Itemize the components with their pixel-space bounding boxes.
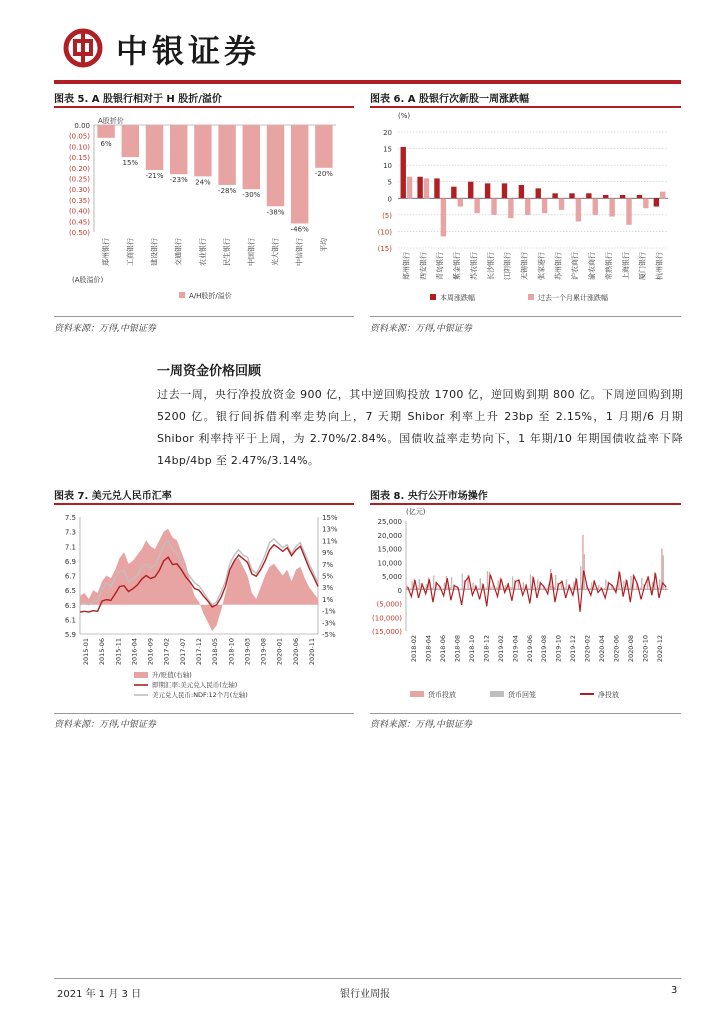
bar-data-label: -23%	[169, 176, 188, 185]
y-tick-label: (0.10)	[68, 143, 90, 152]
bar-drain	[480, 578, 481, 590]
bar-drain	[469, 588, 470, 590]
bar-inject	[528, 588, 529, 590]
bar-monthly	[491, 198, 496, 215]
x-tick-label: 郑州银行	[102, 238, 111, 266]
x-tick-label: 中国银行	[247, 238, 256, 266]
bar-weekly	[569, 193, 574, 198]
y-tick-label: 0.00	[74, 122, 90, 130]
y-tick-label: (0.05)	[68, 132, 90, 141]
series-change-area	[80, 529, 318, 631]
bar-monthly	[441, 198, 446, 236]
bar-weekly	[485, 183, 490, 198]
bar-drain	[437, 588, 438, 589]
bar-monthly	[525, 198, 530, 215]
x-tick-label: 2019-04	[511, 635, 520, 663]
bar-inject	[510, 587, 511, 589]
bar-weekly	[552, 193, 557, 198]
page-header	[0, 0, 724, 84]
y-left-tick-label: 7.3	[64, 528, 76, 537]
footer-rule	[54, 978, 681, 979]
bar-monthly	[643, 198, 648, 208]
bar	[243, 125, 260, 189]
bar-monthly	[458, 198, 463, 206]
x-tick-label: 2019-06	[525, 635, 534, 663]
fig6-chart	[370, 110, 681, 310]
bar-drain	[454, 588, 455, 589]
x-tick-label: 2020-08	[627, 635, 636, 663]
x-tick-label: 杭州银行	[655, 252, 664, 280]
fig6-title-rule	[370, 106, 681, 108]
section-paragraph: 过去一周，央行净投放资金 900 亿，其中逆回购投放 1700 亿，逆回购到期 800 亿。下周逆回购到期 5200 亿。银行间拆借利率走势向上，7 天期 Shibor 利率上升 23bp 至 2.15%，1 月期/6 月期 Shibor 利率持平于上周，为 2.70%/2.84%。国债收益率走势向下，1 年期/10 年期国债收益率下降 14bp/4bp 至 2.47%/3.14%。	[157, 388, 683, 467]
bar-data-label: -38%	[266, 208, 285, 217]
y-right-tick-label: 9%	[322, 549, 334, 558]
y-tick-label: (0.15)	[68, 154, 90, 163]
section-title: 一周资金价格回顾	[157, 364, 262, 379]
bar	[97, 125, 114, 138]
bar-drain	[655, 588, 656, 589]
bar-drain	[594, 588, 595, 589]
bar-drain	[541, 588, 542, 589]
bar-weekly	[620, 195, 625, 198]
y-left-tick-label: 6.1	[64, 616, 76, 625]
bar-inject	[589, 588, 590, 590]
y-tick-label: 20	[383, 129, 392, 137]
bar	[146, 125, 163, 170]
y-tick-label: 15,000	[377, 545, 402, 554]
x-tick-label: 渝农商行	[588, 252, 597, 280]
x-tick-label: 上海银行	[621, 252, 630, 280]
bar-inject	[564, 588, 565, 590]
fig7-title-rule	[54, 503, 354, 505]
fig8-title: 图表 8. 央行公开市场操作	[370, 491, 488, 502]
y-left-tick-label: 5.9	[64, 631, 76, 639]
x-tick-label: 2017-02	[162, 638, 171, 666]
bar-inject	[640, 588, 641, 590]
y-tick-label: (0.45)	[68, 218, 90, 227]
x-tick-label: 2020-10	[641, 635, 650, 663]
bar-monthly	[559, 198, 564, 210]
x-tick-label: 交通银行	[174, 238, 183, 266]
bar-monthly	[508, 198, 513, 218]
fig6-source: 资料来源：万得,中银证券	[370, 324, 472, 334]
x-tick-label: 2019-12	[569, 635, 578, 663]
bar-monthly	[407, 177, 412, 199]
bar-drain	[433, 575, 434, 589]
y-tick-label: (15)	[377, 245, 392, 253]
legend-label: 货币投放	[428, 691, 456, 699]
legend-label: 美元兑人民币:NDF:12个月(左轴)	[152, 691, 248, 699]
x-tick-label: 2020-04	[598, 635, 607, 663]
bar-inject	[496, 587, 497, 589]
x-tick-label: 2015-11	[114, 638, 123, 666]
bar-drain	[523, 582, 524, 590]
y-left-tick-label: 7.1	[64, 543, 76, 552]
x-tick-label: 2019-08	[259, 638, 268, 666]
bar	[291, 125, 308, 223]
y-right-tick-label: -3%	[322, 619, 336, 628]
x-tick-label: 2017-12	[195, 638, 203, 666]
bar-weekly	[468, 182, 473, 199]
x-tick-label: 紫金银行	[453, 252, 462, 280]
bar-monthly	[609, 198, 614, 216]
fig7-bottom-rule	[54, 713, 354, 714]
bar-inject	[629, 588, 630, 590]
y-tick-label: 5,000	[381, 573, 402, 581]
y-tick-label: (0.50)	[68, 229, 90, 237]
bar-data-label: -28%	[218, 186, 237, 195]
x-tick-label: 2019-10	[554, 635, 563, 663]
footer-report-name: 银行业周报	[340, 989, 390, 1000]
x-tick-label: 2018-08	[453, 635, 462, 663]
y-left-tick-label: 7.5	[64, 514, 76, 522]
x-tick-label: 长沙银行	[486, 252, 495, 280]
y-tick-label: 10,000	[377, 559, 402, 568]
x-tick-label: 常熟银行	[604, 252, 613, 280]
legend-swatch-weekly	[430, 294, 436, 300]
x-tick-label: 2015-01	[82, 638, 90, 666]
x-tick-label: 2018-10	[467, 635, 476, 663]
x-tick-label: 2020-02	[583, 635, 592, 663]
x-tick-label: 江阴银行	[503, 252, 512, 280]
x-tick-label: 2018-10	[227, 638, 236, 666]
x-tick-label: 建设银行	[150, 238, 159, 266]
y-tick-label: (5,000)	[376, 600, 402, 609]
y-axis-title: (A股溢价)	[72, 276, 104, 284]
x-tick-label: 苏农银行	[469, 252, 478, 280]
x-tick-label: 民生银行	[223, 238, 232, 266]
x-tick-label: 2017-07	[178, 638, 187, 666]
bar-weekly	[603, 195, 608, 198]
bar-drain	[472, 583, 473, 590]
x-tick-label: 工商银行	[126, 238, 135, 266]
x-tick-label: 西安银行	[419, 252, 428, 280]
x-tick-label: 2019-02	[496, 635, 505, 663]
fig5-bottom-rule	[54, 316, 354, 317]
bar	[267, 125, 284, 206]
bar-drain	[451, 577, 452, 590]
bar-weekly	[401, 147, 406, 198]
x-tick-label: 2018-12	[482, 635, 491, 663]
bar-drain	[566, 579, 567, 589]
bar-drain	[537, 579, 538, 589]
x-tick-label: 郑州银行	[402, 252, 411, 280]
y-tick-label: (0.40)	[68, 207, 90, 216]
bar-weekly	[434, 178, 439, 198]
legend-swatch	[410, 691, 424, 697]
bar-inject	[485, 588, 486, 590]
bar-inject	[546, 588, 547, 590]
x-tick-label: 苏州银行	[554, 252, 563, 280]
y-tick-label: (10,000)	[372, 614, 402, 623]
bar-weekly	[586, 193, 591, 198]
bar-drain	[666, 588, 667, 589]
y-tick-label: 10	[383, 162, 392, 171]
bar-weekly	[637, 195, 642, 198]
bar-drain	[641, 578, 642, 590]
x-tick-label: 2018-05	[211, 638, 220, 666]
y-tick-label: (0.20)	[68, 164, 90, 173]
x-tick-label: 2020-06	[291, 638, 300, 666]
y-tick-label: 5	[387, 178, 392, 187]
x-tick-label: 2020-06	[612, 635, 621, 663]
bar-monthly	[576, 198, 581, 221]
fig6-bottom-rule	[370, 316, 681, 317]
fig8-chart	[370, 507, 681, 709]
x-tick-label: 2020-12	[656, 635, 664, 663]
bar	[122, 125, 139, 157]
x-tick-label: 无锡银行	[520, 252, 529, 280]
y-right-tick-label: 13%	[322, 525, 338, 534]
fig7-title: 图表 7. 美元兑人民币汇率	[54, 491, 172, 502]
bar-drain	[659, 579, 660, 589]
y-tick-label: (0.25)	[68, 175, 90, 184]
bar-monthly	[660, 192, 665, 199]
fig8-source: 资料来源：万得,中银证券	[370, 720, 472, 730]
bar-weekly	[451, 187, 456, 199]
bar-drain	[605, 580, 606, 590]
y-left-tick-label: 6.9	[64, 557, 76, 566]
bar-drain	[515, 588, 516, 589]
unit-label: (亿元)	[406, 508, 426, 516]
fig5-chart	[54, 110, 354, 310]
bar-drain	[648, 588, 649, 589]
bar-drain	[620, 588, 621, 589]
fig5-title: 图表 5. A 股银行相对于 H 股折/溢价	[54, 94, 222, 105]
bar-inject	[579, 588, 580, 590]
bar-monthly	[542, 198, 547, 213]
legend-label: 货币回笼	[508, 691, 536, 699]
footer-date: 2021 年 1 月 3 日	[57, 989, 142, 1000]
bar	[170, 125, 187, 174]
bar-drain	[490, 587, 491, 590]
x-tick-label: 2019-08	[540, 635, 549, 663]
x-tick-label: 厦门银行	[638, 252, 647, 280]
y-tick-label: 25,000	[377, 518, 402, 526]
brand-name: 中银证券	[116, 32, 261, 70]
bar-data-label: -20%	[314, 169, 333, 178]
bank-of-china-logo-icon	[63, 28, 103, 68]
annotation-label: A股折价	[98, 117, 124, 125]
bar-data-label: 6%	[100, 139, 112, 148]
x-tick-label: 2016-04	[130, 638, 139, 666]
y-tick-label: (0.30)	[68, 186, 90, 195]
x-tick-label: 2018-04	[424, 635, 433, 663]
bar-drain	[512, 576, 513, 589]
x-tick-label: 2019-03	[243, 638, 252, 666]
y-tick-label: 20,000	[377, 531, 402, 540]
y-right-tick-label: 15%	[322, 514, 338, 522]
x-tick-label: 2016-09	[146, 638, 155, 666]
bar-data-label: 24%	[195, 178, 211, 187]
y-tick-label: (15,000)	[372, 628, 402, 636]
x-tick-label: 2018-02	[410, 635, 418, 663]
fig7-source: 资料来源：万得,中银证券	[54, 720, 156, 730]
y-right-tick-label: 11%	[322, 537, 338, 546]
legend-label-weekly: 本周涨跌幅	[440, 294, 475, 302]
bar-inject	[460, 589, 461, 590]
legend-swatch-monthly	[528, 294, 534, 300]
y-tick-label: 15	[383, 145, 392, 154]
bar-weekly	[502, 183, 507, 198]
bar-data-label: 15%	[122, 159, 139, 168]
fig6-title: 图表 6. A 股银行次新股一周涨跌幅	[370, 94, 529, 105]
y-right-tick-label: -1%	[322, 607, 336, 616]
bar-drain	[559, 588, 560, 589]
fig7-chart	[54, 507, 354, 709]
x-tick-label: 中信银行	[295, 238, 304, 266]
bar-data-label: -30%	[242, 191, 261, 200]
y-right-tick-label: 5%	[322, 572, 334, 581]
bar-drain	[645, 588, 646, 589]
bar-drain	[519, 588, 520, 589]
bar-inject	[410, 588, 411, 589]
y-right-tick-label: 1%	[322, 595, 334, 604]
footer-page-number: 3	[671, 985, 678, 996]
x-tick-label: 2020-01	[275, 638, 284, 666]
bar-drain	[465, 588, 466, 589]
y-right-tick-label: -5%	[322, 631, 336, 639]
bar-drain	[555, 575, 556, 590]
bar-data-label: -21%	[145, 171, 164, 180]
bar	[194, 125, 211, 176]
fig5-title-rule	[54, 106, 354, 108]
bar-drain	[609, 588, 610, 589]
bar-data-label: -46%	[290, 225, 309, 234]
bar-drain	[634, 588, 635, 589]
y-left-tick-label: 6.5	[64, 587, 76, 596]
bar-drain	[533, 588, 534, 589]
bar-monthly	[593, 198, 598, 215]
x-tick-label: 光大银行	[271, 238, 280, 266]
fig8-title-rule	[370, 503, 681, 505]
x-tick-label: 2018-06	[438, 635, 447, 663]
bar-drain	[598, 585, 599, 590]
legend-label: 升/贬值(右轴)	[152, 671, 192, 679]
y-tick-label: (0.35)	[68, 196, 90, 205]
x-tick-label: 沪农商行	[571, 252, 580, 280]
fig5-source: 资料来源：万得,中银证券	[54, 324, 156, 334]
bar-weekly	[417, 177, 422, 199]
legend-label: A/H股折/溢价	[189, 292, 232, 300]
y-tick-label: 0	[397, 586, 402, 595]
bar-drain	[530, 574, 531, 589]
y-right-tick-label: 3%	[322, 584, 334, 593]
fig8-bottom-rule	[370, 713, 681, 714]
bar-weekly	[519, 185, 524, 198]
y-left-tick-label: 6.7	[64, 572, 76, 581]
legend-swatch	[134, 672, 148, 678]
bar	[218, 125, 235, 185]
bar-weekly	[654, 198, 659, 206]
bar-drain	[630, 576, 631, 590]
bar-drain	[487, 571, 488, 590]
x-tick-label: 农业银行	[198, 238, 207, 266]
x-tick-label: 2015-06	[98, 638, 107, 666]
bar-inject	[604, 588, 605, 590]
x-tick-label: 青岛银行	[436, 252, 445, 280]
legend-label: 净投放	[598, 691, 619, 699]
header-rule	[54, 80, 681, 84]
bar-drain	[419, 579, 420, 589]
legend-swatch	[490, 691, 504, 697]
y-right-tick-label: 7%	[322, 560, 334, 569]
bar-inject	[431, 588, 432, 590]
legend-label-monthly: 过去一个月累计涨跌幅	[538, 294, 608, 302]
bar-drain	[462, 574, 463, 590]
bar-drain	[501, 588, 502, 589]
bar-inject	[571, 587, 572, 589]
bar-inject	[478, 588, 479, 590]
legend-swatch	[179, 292, 185, 298]
y-tick-label: 0	[387, 195, 392, 204]
legend-label: 即期汇率:美元兑人民币(左轴)	[152, 681, 238, 689]
y-left-tick-label: 6.3	[64, 601, 76, 610]
bar-monthly	[424, 178, 429, 198]
bar	[315, 125, 332, 168]
y-tick-label: (10)	[377, 228, 392, 237]
x-tick-label: 2020-11	[308, 638, 316, 666]
y-tick-label: (5)	[382, 211, 392, 220]
unit-label: (%)	[398, 112, 411, 120]
x-tick-label: 平均	[319, 238, 328, 252]
bar-inject	[442, 588, 443, 589]
bar-monthly	[474, 198, 479, 213]
x-tick-label: 张家港行	[537, 252, 546, 280]
bar-monthly	[626, 198, 631, 225]
bar-weekly	[536, 188, 541, 198]
bar-drain	[580, 566, 581, 590]
